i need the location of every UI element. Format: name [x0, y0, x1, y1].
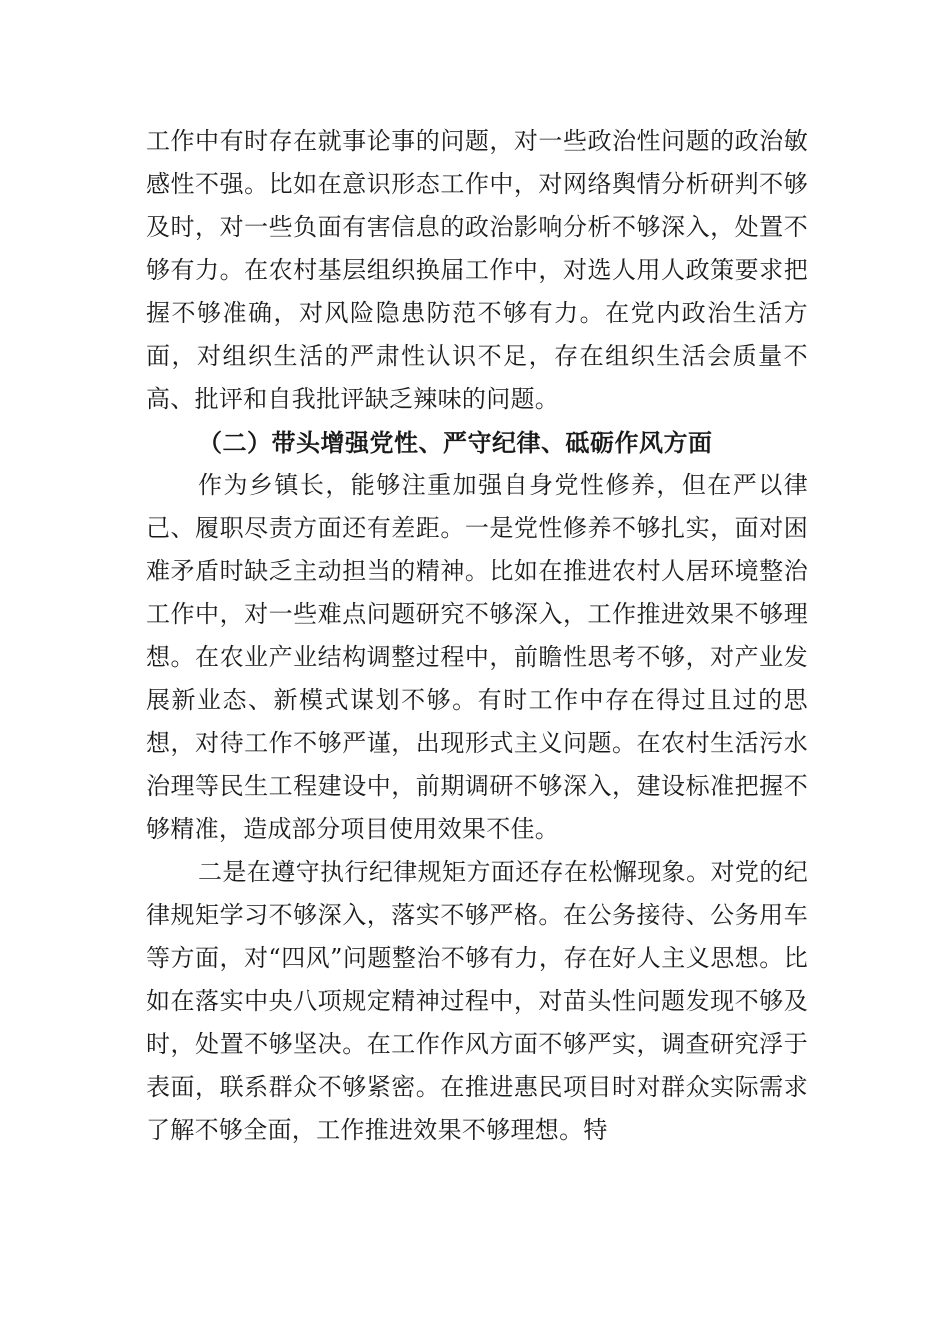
document-body — [146, 120, 808, 1152]
paragraph-party-spirit: 作为乡镇长，能够注重加强自身党性修养，但在严以律己、履职尽责方面还有差距。一是党性修养不够扎实，面对困难矛盾时缺乏主动担当的精神。比如在推进农村人居环境整治工作中，对一些难点问题研究不够深入，工作推进效果不够理想。在农业产业结构调整过程中，前瞻性思考不够，对产业发展新业态、新模式谋划不够。有时工作中存在得过且过的思想，对待工作不够严谨，出现形式主义问题。在农村生活污水治理等民生工程建设中，前期调研不够深入，建设标准把握不够精准，造成部分项目使用效果不佳。 — [146, 471, 808, 843]
section-heading: （二）带头增强党性、严守纪律、砥砺作风方面 — [198, 428, 713, 457]
paragraph-continued: 工作中有时存在就事论事的问题，对一些政治性问题的政治敏感性不强。比如在意识形态工作中，对网络舆情分析研判不够及时，对一些负面有害信息的政治影响分析不够深入，处置不够有力。在农村基层组织换届工作中，对选人用人政策要求把握不够准确，对风险隐患防范不够有力。在党内政治生活方面，对组织生活的严肃性认识不足，存在组织生活会质量不高、批评和自我批评缺乏辣味的问题。 — [146, 127, 808, 413]
paragraph-discipline: 二是在遵守执行纪律规矩方面还存在松懈现象。对党的纪律规矩学习不够深入，落实不够严格。在公务接待、公务用车等方面，对“四风”问题整治不够有力，存在好人主义思想。比如在落实中央八项规定精神过程中，对苗头性问题发现不够及时，处置不够坚决。在工作作风方面不够严实，调查研究浮于表面，联系群众不够紧密。在推进惠民项目时对群众实际需求了解不够全面，工作推进效果不够理想。特 — [146, 858, 808, 1144]
